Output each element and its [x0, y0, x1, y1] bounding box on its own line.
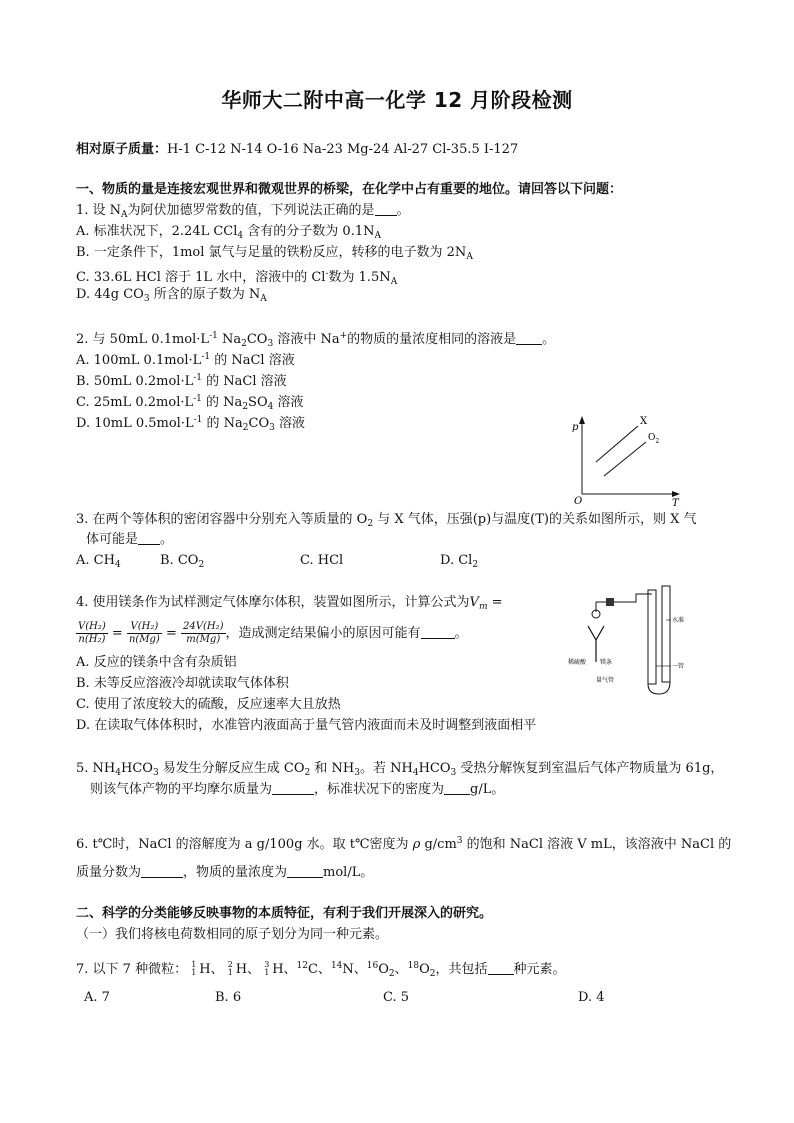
q7-h3-isotope — [264, 961, 272, 977]
q5-text-j: g/L。 — [470, 782, 505, 797]
atomic-mass-values: H-1 C-12 N-14 O-16 Na-23 Mg-24 Al-27 Cl-35.5 I-127 — [167, 142, 519, 157]
q4-stem-text: 4. 使用镁条作为试样测定气体摩尔体积，装置如图所示，计算公式为 — [76, 595, 470, 610]
q2-stem-text-3: CO — [246, 332, 268, 347]
q3-stem-line2 — [86, 531, 173, 549]
q1-stem-text-2: 为阿伏加德罗常数的值，下列说法正确的是 — [127, 203, 375, 218]
q2-stem-sup: -1 — [209, 331, 218, 341]
q5-text-g: 受热分解恢复到室温后气体产物质量为 61g， — [456, 761, 724, 776]
q3-option-a-sub: 4 — [114, 560, 121, 570]
q7-stem-text-2: ，共包括 — [435, 962, 488, 977]
q2-stem-sup-2: + — [339, 331, 348, 341]
q3-stem-text: 3. 在两个等体积的密闭容器中分别充入等质量的 O — [76, 512, 368, 527]
q7-h3-sym: H、 — [272, 962, 297, 977]
q3-answer-blank[interactable] — [138, 532, 160, 545]
q2-option-d-sub-2: 3 — [269, 423, 275, 433]
q7-h3-mass: 3 — [264, 960, 270, 969]
graph-x-arrow — [672, 491, 680, 497]
q6-text-c: 的饱和 NaCl 溶液 V mL，该溶液中 NaCl 的 — [462, 837, 732, 852]
q5-sub-4: 3 — [354, 768, 360, 778]
apparatus-connecting-pipe — [596, 594, 652, 612]
q2-option-d-text-4: 溶液 — [274, 416, 305, 431]
q3-option-d[interactable] — [440, 553, 478, 570]
q4-formula-line — [76, 620, 468, 648]
q7-option-a[interactable]: A. 7 — [84, 990, 110, 1005]
q7-n-sym: N、 — [342, 962, 367, 977]
graph-label-x: X — [640, 416, 648, 427]
q2-option-c-text: C. 25mL 0.2mol·L — [76, 395, 194, 410]
q7-c-sym: C、 — [307, 962, 331, 977]
q1-option-d-sub: 3 — [143, 294, 150, 304]
q7-h2-num: 1 — [227, 968, 233, 977]
q3-option-b[interactable] — [160, 553, 204, 570]
q3-pressure-temperature-graph — [566, 410, 686, 506]
q1-option-b-sub: A — [466, 252, 473, 262]
graph-xlabel: T — [672, 498, 679, 506]
q2-option-c-sup: -1 — [193, 394, 202, 404]
q1-option-d-sub-2: A — [260, 294, 267, 304]
q7-h2-sym: H、 — [235, 962, 261, 977]
q4-vm-sub: m — [478, 602, 488, 612]
q3-option-d-sub: 2 — [472, 560, 479, 570]
q4-eq-1: = — [111, 626, 123, 641]
q2-stem-text-5: 的物质的量浓度相同的溶液是 — [347, 332, 517, 347]
q2-option-d-sub: 2 — [242, 423, 249, 433]
q1-option-c-text-2: 数为 1.5N — [328, 270, 391, 285]
q3-option-a-text: A. CH — [76, 553, 115, 568]
q5-text-b: HCO — [120, 761, 153, 776]
atomic-mass-line — [76, 141, 518, 159]
q7-h2-mass: 2 — [227, 960, 233, 969]
q5-text-e: 。若 NH — [360, 761, 413, 776]
q6-line2 — [76, 864, 373, 882]
q5-blank-density[interactable] — [444, 782, 470, 795]
q2-answer-blank[interactable] — [516, 332, 542, 345]
q1-option-a-sub-2: A — [374, 231, 381, 241]
q2-option-c-sub-2: 4 — [267, 402, 274, 412]
q3-option-b-sub: 2 — [198, 560, 205, 570]
q2-option-d[interactable] — [76, 411, 305, 437]
q1-option-a-text-2: 含有的分子数为 0.1N — [243, 224, 375, 239]
q7-o18-sym: O — [419, 962, 430, 977]
q2-option-a-text-2: 的 NaCl 溶液 — [210, 353, 295, 368]
q7-answer-blank[interactable] — [488, 962, 514, 975]
q4-fraction-1-den: n(H₂) — [78, 634, 106, 645]
q1-option-c-text: C. 33.6L HCl 溶于 1L 水中，溶液中的 Cl — [76, 270, 326, 285]
q1-option-a-sub: 4 — [237, 231, 244, 241]
q4-fraction-1-num: V(H₂) — [78, 621, 106, 632]
q6-sup: 3 — [456, 836, 463, 846]
q6-blank-concentration[interactable] — [287, 865, 323, 878]
q7-option-b[interactable]: B. 6 — [215, 990, 242, 1005]
q4-stem-end: 。 — [454, 626, 468, 641]
section2-heading: 二、科学的分类能够反映事物的本质特征，有利于我们开展深入的研究。 — [76, 906, 493, 921]
q4-stem — [76, 594, 503, 616]
q3-option-d-text: D. Cl — [440, 553, 473, 568]
q7-o16-mass: 16 — [366, 961, 379, 971]
q7-o18-sub: 2 — [429, 969, 436, 979]
q2-option-b-text: B. 50mL 0.2mol·L — [76, 374, 194, 389]
graph-label-o2-sub: 2 — [655, 438, 660, 445]
q7-h2-isotope — [228, 961, 236, 977]
q4-answer-blank[interactable] — [421, 626, 455, 639]
q1-answer-blank[interactable] — [375, 203, 397, 216]
q2-option-b-text-2: 的 NaCl 溶液 — [201, 374, 287, 389]
q7-stem-text-3: 种元素。 — [513, 962, 566, 977]
apparatus-clamp — [606, 598, 614, 606]
q3-stem-sub: 2 — [367, 519, 374, 529]
q4-option-d[interactable]: D. 在读取气体体积时，水准管内液面高于量气管内液面而未及时调整到液面相平 — [76, 718, 537, 733]
apparatus-measuring-tube — [648, 590, 656, 684]
graph-ylabel: p — [572, 422, 579, 433]
q1-option-d-text: D. 44g CO — [76, 287, 144, 302]
graph-line-x — [596, 426, 638, 462]
q5-text-h: 则该气体产物的平均摩尔质量为 — [90, 782, 273, 797]
q7-o16-sym: O — [378, 962, 389, 977]
q5-text-c: 易发生分解反应生成 CO — [158, 761, 305, 776]
page-title: 华师大二附中高一化学 12 月阶段检测 — [221, 88, 573, 112]
q7-option-d[interactable]: D. 4 — [578, 990, 605, 1005]
q2-stem-end: 。 — [542, 332, 556, 347]
q4-option-c[interactable]: C. 使用了浓度较大的硫酸，反应速率大且放热 — [76, 697, 341, 712]
q2-stem-text-4: 溶液中 Na — [273, 332, 340, 347]
apparatus-y-tube — [588, 626, 604, 662]
q3-stem — [76, 511, 697, 533]
q6-text-a: 6. t℃时，NaCl 的溶解度为 a g/100g 水。取 t℃密度为 — [76, 837, 413, 852]
q5-sub-5: 4 — [412, 768, 419, 778]
q1-stem — [76, 202, 410, 224]
q2-stem-text: 2. 与 50mL 0.1mol·L — [76, 332, 210, 347]
q7-stem — [76, 957, 566, 983]
q4-fraction-3-den: m(Mg) — [186, 634, 221, 645]
q4-option-b[interactable]: B. 未等反应溶液冷却就读取气体体积 — [76, 676, 289, 691]
q5-text-d: 和 NH — [310, 761, 355, 776]
q1-option-a[interactable] — [76, 223, 381, 245]
graph-origin: O — [574, 496, 583, 506]
q5-text-f: HCO — [418, 761, 451, 776]
q7-h1-mass: 1 — [191, 960, 197, 969]
q7-n-mass: 14 — [330, 961, 343, 971]
q3-stem-end: 。 — [160, 532, 174, 547]
q3-option-a[interactable] — [76, 553, 121, 570]
graph-y-arrow — [579, 416, 585, 424]
q5-sub-1: 4 — [115, 768, 121, 778]
q5-text-a: 5. NH — [76, 761, 116, 776]
apparatus-label-1: 水准 — [672, 617, 685, 624]
q7-separator: 、 — [394, 962, 408, 977]
q1-option-b-text: B. 一定条件下，1mol 氯气与足量的铁粉反应，转移的电子数为 2N — [76, 245, 467, 260]
q2-stem-sub: 2 — [241, 339, 247, 349]
graph-line-o2 — [604, 442, 646, 476]
q1-stem-end: 。 — [396, 203, 410, 218]
q2-option-d-text-3: CO — [248, 416, 270, 431]
graph-label-o2-main: O — [648, 433, 656, 443]
q1-stem-sub: A — [121, 210, 128, 220]
q6-text-b: g/cm — [420, 837, 457, 852]
q1-option-b[interactable] — [76, 244, 473, 266]
q4-apparatus-diagram — [566, 582, 706, 702]
q2-option-a[interactable] — [76, 348, 295, 370]
q4-vm: V — [469, 595, 479, 610]
q7-stem-text: 7. 以下 7 种微粒： — [76, 962, 188, 977]
q2-option-d-text-2: 的 Na — [202, 416, 243, 431]
q1-option-d[interactable] — [76, 286, 267, 308]
q2-stem-text-2: Na — [217, 332, 242, 347]
q4-fraction-3-num: 24V(H₂) — [183, 621, 224, 632]
apparatus-label-3: 镁条 — [600, 659, 613, 666]
section2-subheading: （一）我们将核电荷数相同的原子划分为同一种元素。 — [76, 927, 389, 942]
q4-fraction-2-den: n(Mg) — [128, 634, 160, 645]
atomic-mass-label: 相对原子质量： — [76, 142, 168, 157]
q7-h1-sym: H、 — [199, 962, 224, 977]
q2-option-a-sup: -1 — [201, 352, 211, 362]
q5-sub-3: 2 — [304, 768, 311, 778]
q2-option-c-sub: 2 — [242, 402, 249, 412]
q2-option-c-text-3: SO — [248, 395, 268, 410]
q6-line1 — [76, 832, 731, 854]
q7-option-c[interactable]: C. 5 — [383, 990, 410, 1005]
q4-eq: = — [487, 595, 503, 610]
q1-stem-text: 1. 设 N — [76, 203, 122, 218]
q2-option-b-sup: -1 — [193, 373, 202, 383]
q6-text-e: ，物质的量浓度为 — [183, 865, 288, 880]
q5-blank-molar-mass[interactable] — [272, 782, 314, 795]
q5-text-i: ，标准状况下的密度为 — [314, 782, 445, 797]
apparatus-label-4: 量气管 — [596, 677, 615, 684]
q4-fraction-1 — [76, 621, 108, 646]
q5-sub-2: 3 — [152, 768, 159, 778]
q2-stem-sub-2: 3 — [267, 339, 274, 349]
q4-fraction-3 — [181, 621, 225, 646]
q7-o16-sub: 2 — [388, 969, 395, 979]
q7-h1-isotope — [191, 961, 199, 977]
q3-stem-text-2: 与 X 气体，压强(p)与温度(T)的关系如图所示，则 X 气 — [373, 512, 697, 527]
q5-sub-6: 3 — [450, 768, 457, 778]
apparatus-leveling-tube — [662, 586, 670, 682]
graph-label-o2 — [648, 433, 659, 445]
q7-h1-num: 1 — [191, 968, 197, 977]
q4-fraction-2-num: V(H₂) — [127, 621, 162, 634]
q4-fraction-2 — [127, 621, 162, 646]
q4-stem-text-2: ，造成测定结果偏小的原因可能有 — [225, 626, 421, 641]
q6-text-d: 质量分数为 — [76, 865, 142, 880]
q3-option-c[interactable]: C. HCl — [300, 553, 344, 568]
q2-option-c-text-2: 的 Na — [201, 395, 243, 410]
q6-rho: ρ — [412, 837, 421, 852]
apparatus-label-5: 一管 — [672, 663, 685, 670]
q3-stem-line2-text: 体可能是 — [86, 532, 139, 547]
q1-option-d-text-2: 所含的原子数为 N — [149, 287, 261, 302]
q2-option-d-text: D. 10mL 0.5mol·L — [76, 416, 194, 431]
q6-blank-mass-fraction[interactable] — [141, 865, 183, 878]
q2-option-a-text: A. 100mL 0.1mol·L — [76, 353, 202, 368]
q1-option-c-sub: A — [390, 277, 398, 287]
q2-option-c-text-4: 溶液 — [273, 395, 304, 410]
q7-h3-num: 1 — [264, 968, 270, 977]
q5-line1 — [76, 760, 723, 782]
q2-option-d-sup: -1 — [193, 415, 203, 425]
section1-heading: 一、物质的量是连接宏观世界和微观世界的桥梁，在化学中占有重要的地位。请回答以下问题： — [76, 182, 623, 197]
q5-line2 — [90, 781, 504, 799]
q3-option-b-text: B. CO — [160, 553, 199, 568]
apparatus-label-2: 稀硫酸 — [568, 659, 587, 666]
q1-option-c-sup: - — [325, 269, 329, 279]
q6-text-f: mol/L。 — [323, 865, 374, 880]
q7-c-mass: 12 — [296, 961, 308, 971]
q1-option-a-text: A. 标准状况下，2.24L CCl — [76, 224, 238, 239]
q4-eq-2: = — [165, 626, 177, 641]
q2-option-b[interactable] — [76, 369, 287, 391]
q7-o18-mass: 18 — [407, 961, 420, 971]
q4-option-a[interactable]: A. 反应的镁条中含有杂质铝 — [76, 655, 237, 670]
